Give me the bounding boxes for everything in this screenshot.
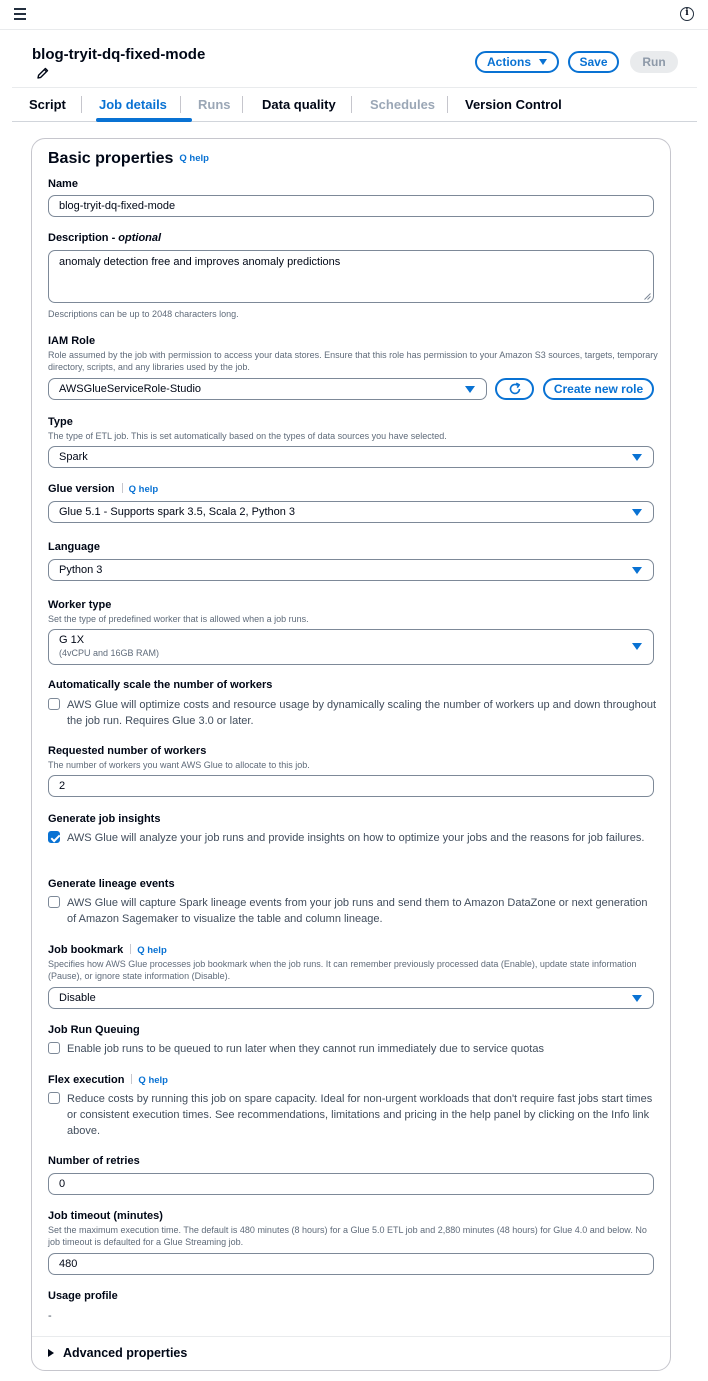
description-hint: Descriptions can be up to 2048 characters long. [48, 309, 239, 319]
tab-divider [180, 96, 181, 113]
dropdown-arrow-icon [632, 567, 642, 574]
q-help-link[interactable]: Q help [179, 153, 209, 164]
description-value: anomaly detection free and improves anomaly predictions [59, 256, 341, 268]
iam-role-desc: Role assumed by the job with permission to access your data stores. Ensure that this role has permission to your Amazon S3 sources, targets, temporary directory, scripts, and any libraries used by the job. [48, 350, 658, 372]
lineage-checkbox[interactable] [48, 896, 60, 908]
usage-profile-label: Usage profile [48, 1290, 118, 1302]
language-label: Language [48, 541, 100, 553]
tab-bar [12, 87, 697, 122]
timeout-desc: Set the maximum execution time. The default is 480 minutes (8 hours) for a Glue 5.0 ETL job and 2,880 minutes (48 hours) for Glue 4.0 and below. No job timeout is defaulted for a Glue Streaming job. [48, 1225, 647, 1247]
lineage-text: AWS Glue will capture Spark lineage events from your job runs and send them to Amazon DataZone or next generation of Amazon Sagemaker to visualize the table and column lineage. [67, 897, 648, 925]
refresh-icon [508, 382, 522, 396]
tab-job-details[interactable]: Job details [99, 97, 167, 112]
advanced-properties-toggle[interactable] [48, 1346, 187, 1360]
worker-type-sub: (4vCPU and 16GB RAM) [59, 648, 160, 658]
timeout-label: Job timeout (minutes) [48, 1210, 163, 1222]
flex-checkbox[interactable] [48, 1092, 60, 1104]
type-desc: The type of ETL job. This is set automatically based on the types of data sources you have selected. [48, 431, 447, 441]
iam-role-label: IAM Role [48, 335, 96, 347]
dropdown-arrow-icon [632, 995, 642, 1002]
dropdown-arrow-icon [632, 454, 642, 461]
insights-text: AWS Glue will analyze your job runs and provide insights on how to optimize your jobs and the reasons for job failures. [67, 832, 645, 844]
bookmark-label-text: Job bookmark [48, 944, 124, 956]
tab-divider [81, 96, 82, 113]
type-label: Type [48, 416, 73, 428]
tab-divider [242, 96, 243, 113]
section-title-text: Basic properties [48, 150, 174, 167]
tab-data-quality[interactable]: Data quality [262, 97, 336, 112]
insights-label: Generate job insights [48, 813, 161, 825]
advanced-properties-label: Advanced properties [63, 1346, 188, 1360]
tab-divider [447, 96, 448, 113]
queuing-label: Job Run Queuing [48, 1024, 140, 1036]
autoscale-label: Automatically scale the number of workers [48, 679, 273, 691]
worker-type-select[interactable] [48, 629, 654, 665]
language-value: Python 3 [59, 564, 103, 576]
workers-input[interactable]: 2 [48, 775, 654, 797]
refresh-button[interactable] [495, 378, 534, 400]
bookmark-label [48, 944, 167, 956]
edit-icon[interactable] [36, 66, 50, 80]
workers-label: Requested number of workers [48, 745, 207, 757]
section-title [48, 150, 209, 168]
bookmark-desc: Specifies how AWS Glue processes job bookmark when the job runs. It can remember previously processed data (Enable), update state information (Pause), or ignore state information (Disable). [48, 959, 637, 981]
q-help-link[interactable]: Q help [138, 1075, 168, 1086]
description-label-text: Description - [48, 232, 119, 244]
dropdown-arrow-icon [632, 643, 642, 650]
label-divider [131, 1074, 132, 1084]
flex-text: Reduce costs by running this job on spare capacity. Ideal for non-urgent workloads that don't require fast jobs start times or consistent execution times. See recommendations, limitations and pricing in the help panel by clicking on the Info link above. [67, 1093, 653, 1137]
workers-desc: The number of workers you want AWS Glue to allocate to this job. [48, 760, 310, 770]
lineage-label: Generate lineage events [48, 878, 175, 890]
flex-label-text: Flex execution [48, 1074, 125, 1086]
lineage-option[interactable] [48, 895, 658, 927]
tab-version-control[interactable]: Version Control [465, 97, 562, 112]
page-title: blog-tryit-dq-fixed-mode [32, 46, 206, 63]
glue-version-value: Glue 5.1 - Supports spark 3.5, Scala 2, Python 3 [59, 506, 296, 518]
name-label: Name [48, 178, 78, 190]
create-new-role-button[interactable]: Create new role [543, 378, 654, 400]
run-button[interactable]: Run [630, 51, 678, 73]
actions-button[interactable] [475, 51, 559, 73]
glue-version-label-text: Glue version [48, 483, 115, 495]
language-select[interactable] [48, 559, 654, 581]
description-textarea[interactable] [48, 250, 654, 303]
worker-type-value: G 1X [59, 634, 85, 646]
tab-divider [351, 96, 352, 113]
description-label [48, 232, 161, 244]
resize-handle-icon[interactable] [644, 293, 651, 300]
autoscale-checkbox[interactable] [48, 698, 60, 710]
worker-type-label: Worker type [48, 599, 112, 611]
iam-role-select[interactable] [48, 378, 487, 400]
retries-input[interactable]: 0 [48, 1173, 654, 1195]
save-button[interactable]: Save [568, 51, 619, 73]
timeout-input[interactable]: 480 [48, 1253, 654, 1275]
glue-version-select[interactable] [48, 501, 654, 523]
autoscale-text: AWS Glue will optimize costs and resource usage by dynamically scaling the number of workers up and down throughout the job run. Requires Glue 3.0 or later. [67, 699, 656, 727]
tab-script[interactable]: Script [29, 97, 66, 112]
tab-schedules: Schedules [370, 97, 436, 112]
divider [32, 1336, 670, 1337]
worker-type-desc: Set the type of predefined worker that is allowed when a job runs. [48, 614, 309, 624]
dropdown-arrow-icon [632, 509, 642, 516]
bookmark-select[interactable] [48, 987, 654, 1009]
queuing-text: Enable job runs to be queued to run later when they cannot run immediately due to service quotas [67, 1043, 544, 1055]
insights-checkbox[interactable] [48, 831, 60, 843]
q-help-link[interactable]: Q help [128, 484, 159, 495]
retries-label: Number of retries [48, 1155, 140, 1167]
iam-role-value: AWSGlueServiceRole-Studio [59, 383, 202, 395]
autoscale-option[interactable] [48, 697, 658, 729]
type-value: Spark [59, 451, 88, 463]
type-select[interactable] [48, 446, 654, 468]
dropdown-arrow-icon [465, 386, 475, 393]
queuing-option[interactable] [48, 1041, 658, 1057]
top-bar [0, 0, 708, 30]
active-tab-indicator [96, 118, 192, 122]
actions-label: Actions [486, 55, 531, 69]
insights-option[interactable] [48, 830, 658, 846]
q-help-link[interactable]: Q help [137, 945, 167, 956]
name-input[interactable]: blog-tryit-dq-fixed-mode [48, 195, 654, 217]
info-icon[interactable]: i [680, 7, 694, 21]
caret-right-icon [48, 1349, 54, 1357]
usage-profile-value: - [48, 1310, 52, 1322]
flex-label [48, 1074, 168, 1086]
label-divider [122, 483, 123, 493]
label-divider [130, 944, 131, 954]
optional-label: optional [118, 232, 162, 244]
glue-version-label [48, 483, 158, 495]
queuing-checkbox[interactable] [48, 1042, 60, 1054]
caret-down-icon [539, 59, 547, 65]
tab-runs: Runs [198, 97, 231, 112]
bookmark-value: Disable [59, 992, 96, 1004]
menu-icon[interactable] [14, 8, 26, 19]
flex-option[interactable] [48, 1091, 658, 1139]
